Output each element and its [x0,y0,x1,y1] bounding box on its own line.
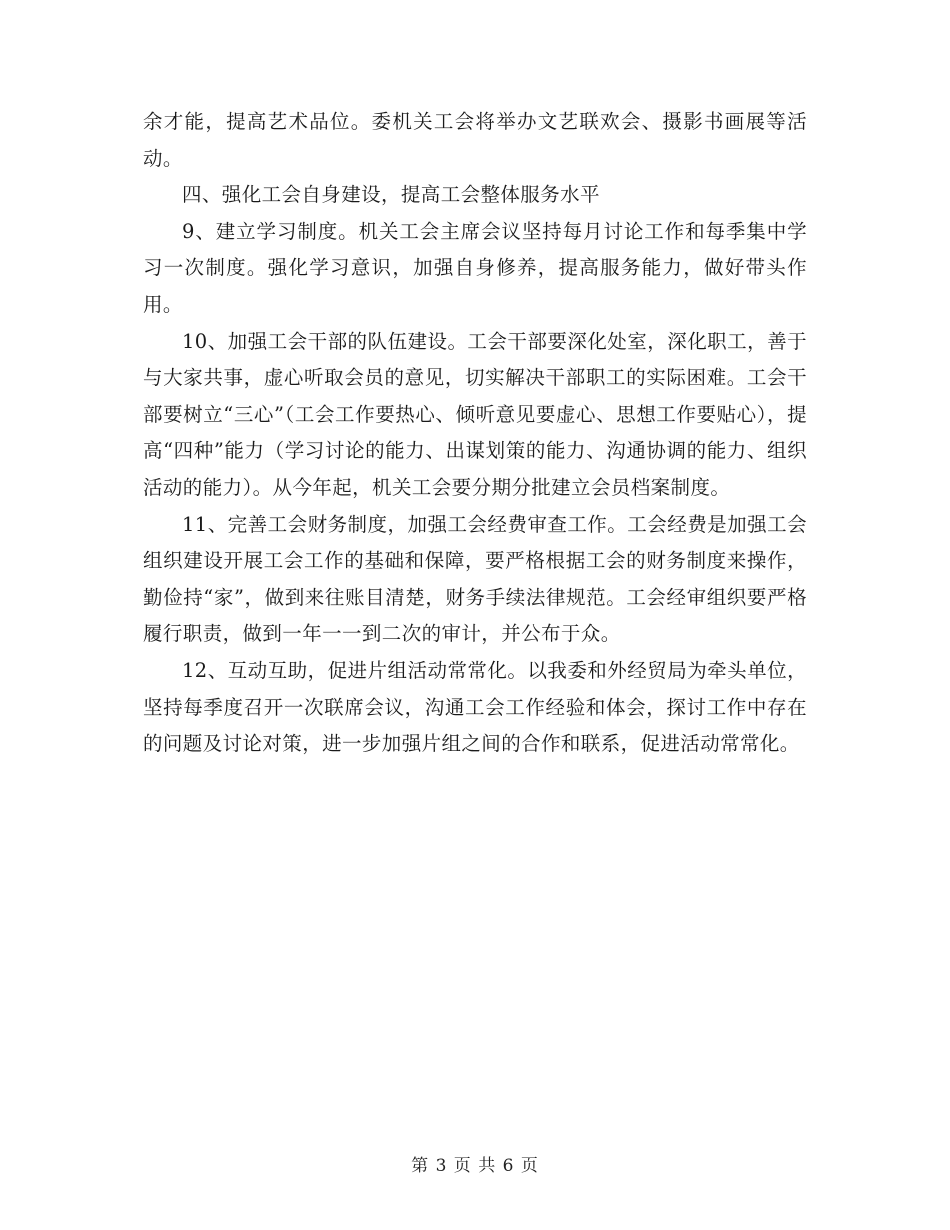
paragraph-item-12: 12、互动互助，促进片组活动常常化。以我委和外经贸局为牵头单位，坚持每季度召开一次联席会议，沟通工会工作经验和体会，探讨工作中存在的问题及讨论对策，进一步加强片组之间的合作和联系，促进活动常常化。 [143,658,807,756]
document-body [143,104,807,763]
paragraph-continuation: 余才能，提高艺术品位。委机关工会将举办文艺联欢会、摄影书画展等活动。 [143,110,807,170]
paragraph-item-10: 10、加强工会干部的队伍建设。工会干部要深化处室，深化职工，善于与大家共事，虚心听取会员的意见，切实解决干部职工的实际困难。工会干部要树立“三心”（工会工作要热心、倾听意见要虚心、思想工作要贴心），提高“四种”能力（学习讨论的能力、出谋划策的能力、沟通协调的能力、组织活动的能力）。从今年起，机关工会要分期分批建立会员档案制度。 [143,329,807,499]
section-heading-four: 四、强化工会自身建设，提高工会整体服务水平 [182,183,600,207]
paragraph-item-9: 9、建立学习制度。机关工会主席会议坚持每月讨论工作和每季集中学习一次制度。强化学习意识，加强自身修养，提高服务能力，做好带头作用。 [143,219,807,316]
paragraph-item-11: 11、完善工会财务制度，加强工会经费审查工作。工会经费是加强工会组织建设开展工会工作的基础和保障，要严格根据工会的财务制度来操作，勤俭持“家”，做到来往账目清楚，财务手续法律规范。工会经审组织要严格履行职责，做到一年一一到二次的审计，并公布于众。 [143,512,807,646]
page-number-footer: 第 3 页 共 6 页 [411,1156,539,1176]
